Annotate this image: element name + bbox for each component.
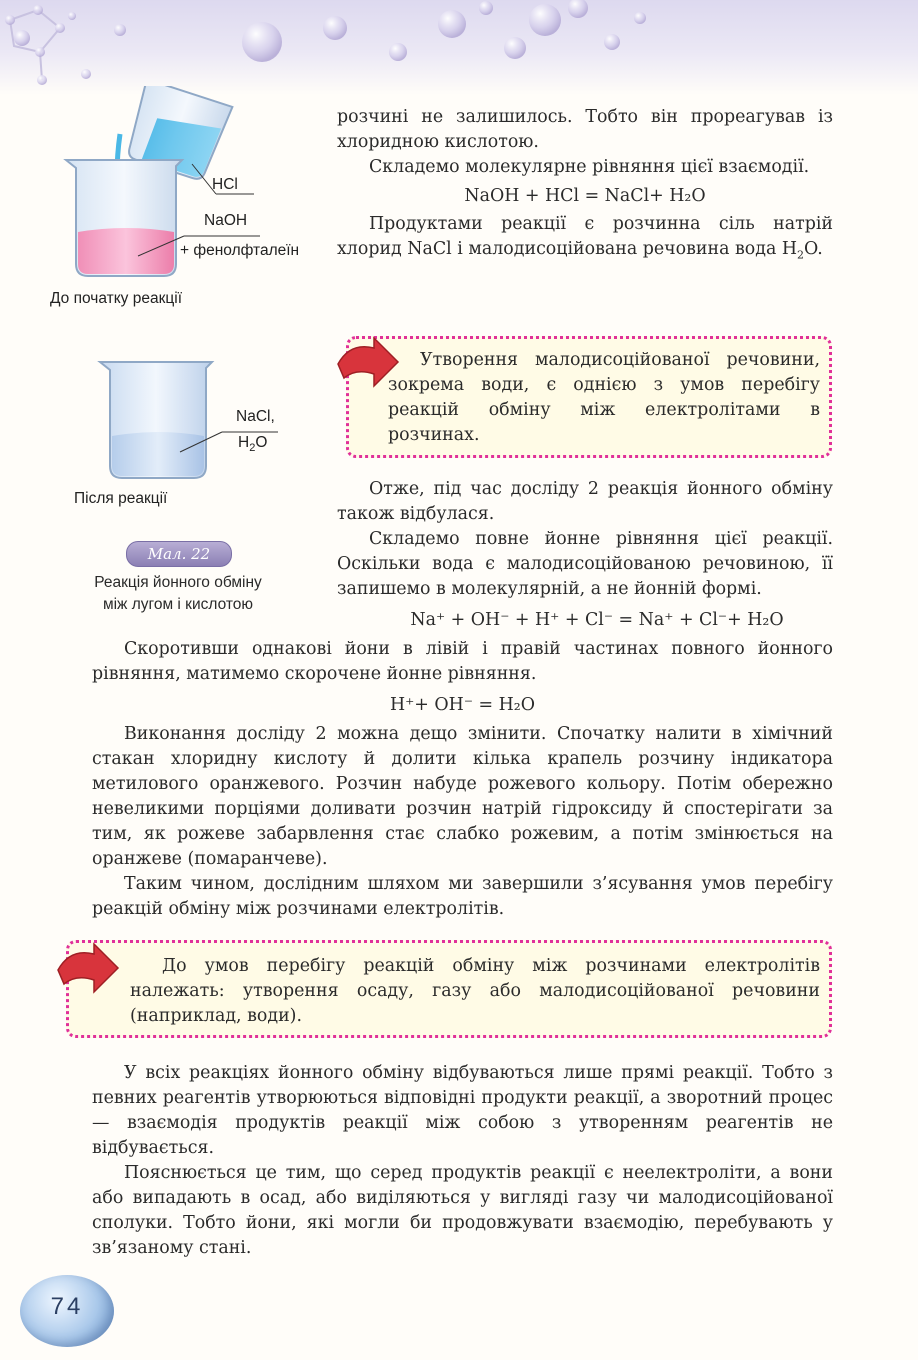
beaker-before-illustration (56, 86, 336, 296)
bubbles-decoration (0, 0, 918, 95)
caption-after-reaction: Після реакції (74, 490, 168, 507)
paragraph: Виконання досліду 2 можна дещо змінити. Спочатку налити в хімічний стакан хлоридну кислоту й долити кілька крапель розчину індикатора метилового оранжевого. Розчин набуде рожевого кольору. Потім обережно невеликими порціями доливати розчин натрій гідроксиду й спостерігати за тим, як рожеве забарвлення стає слабко рожевим, а потім змінюється на оранжеве (помаранчеве). (92, 724, 833, 869)
equation-short-ionic: H⁺+ OH⁻ = H₂O (389, 695, 536, 715)
main-text-bottom (92, 1061, 833, 1261)
label-naoh: NaOH (204, 212, 248, 229)
page-number: 74 (20, 1275, 114, 1347)
figure-badge: Мал. 22 (126, 541, 232, 567)
right-column-text-lower (337, 477, 833, 633)
right-column-text-upper (337, 105, 833, 262)
figure-caption: Реакція йонного обміну між лугом і кислотою (94, 574, 262, 613)
pointer-arrow-icon (54, 942, 122, 1002)
caption-before-reaction: До початку реакції (50, 290, 183, 307)
rule-text: До умов перебігу реакцій обміну між розчинами електролітів належать: утворення осаду, газу або малодисоційованої речовини (наприклад, води). (130, 956, 820, 1026)
label-h2o: $H_2O$ (238, 434, 268, 455)
top-decorative-band (0, 0, 918, 95)
paragraph: Складемо повне йонне рівняння цієї реакції. Оскільки вода є малодисоційованою речовиною, її запишемо в молекулярній, а не йонній формі. (337, 529, 833, 599)
paragraph: Пояснюється це тим, що серед продуктів реакції є неелектроліти, а вони або випадають в осад, або виділяються у вигляді газу чи малодисоційованої сполуки. Тобто йони, які могли би продовжувати взаємодію, перебувають у зв’язаному стані. (92, 1163, 833, 1258)
paragraph: У всіх реакціях йонного обміну відбуваються лише прямі реакції. Тобто з певних реагентів утворюються відповідні продукти реакції, а зворотний процес — взаємодія продуктів реакції між собою з утворенням реагентів не відбувається. (92, 1063, 833, 1158)
equation-full-ionic: Na⁺ + OH⁻ + H⁺ + Cl⁻ = Na⁺ + Cl⁻+ H₂O (410, 610, 784, 630)
equation-molecular: NaOH + HCl = NaCl+ H₂O (464, 186, 706, 206)
main-text-middle (92, 637, 833, 922)
paragraph: Складемо молекулярне рівняння цієї взаємодії. (369, 157, 810, 177)
paragraph: Отже, під час досліду 2 реакція йонного обміну також відбулася. (337, 479, 833, 524)
paragraph: Таким чином, дослідним шляхом ми завершили з’ясування умов перебігу реакцій обміну між розчинами електролітів. (92, 874, 833, 919)
label-indicator: + фенолфталеїн (180, 242, 300, 259)
paragraph: Скоротивши однакові йони в лівій і правій частинах повного йонного рівняння, матимемо скорочене йонне рівняння. (92, 639, 833, 684)
label-hcl: HCl (212, 176, 238, 193)
paragraph: розчині не залишилось. Тобто він прореагував із хлоридною кислотою. (337, 107, 833, 152)
label-nacl: NaCl, (236, 408, 275, 425)
key-fact-text: Утворення малодисоційованої речовини, зокрема води, є однією з умов перебігу реакцій обміну між електролітами в розчинах. (388, 350, 820, 445)
paragraph: Продуктами реакції є розчинна сіль натрій хлорид NaCl і малодисоційована речовина вода $H_2O$. (337, 214, 833, 262)
